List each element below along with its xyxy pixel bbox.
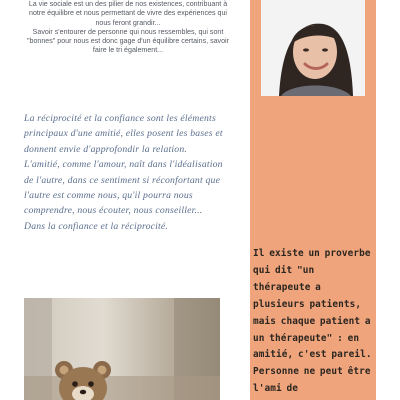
friendship-italic-paragraph: La réciprocité et la confiance sont les éléments principaux d'une amitié, elles posent les bases et donnent envie d'approfondir la relation. L'amitié, comme l'amour, naît dans l'idéalisation de l'autre, dans ce sentiment si réconfortant que l'autre est comme nous, qu'il pourra nous comprendre, nous écouter, nous conseiller... Dans la confiance et la réciprocité. <box>24 113 223 232</box>
intro-paragraph-2: Savoir s'entourer de personne qui nous ressembles, qui sont "bonnes" pour nous est donc gage d'un équilibre certains, savoir faire le tri également... <box>27 27 229 55</box>
teddy-bear-photo <box>24 298 220 400</box>
intro-text-block <box>24 0 232 56</box>
proverb-quote-text: Il existe un proverbe qui dit "un thérapeute a plusieurs patients, mais chaque patient a un thérapeute" : en amitié, c'est pareil. Personne ne peut être l'ami de <box>253 248 372 395</box>
teddy-bear-illustration <box>24 298 220 400</box>
intro-paragraph-1: La vie sociale est un des pilier de nos existences, contribuant à notre équilibre et nous permettant de vivre des expériences qui nous feront grandir... <box>28 0 228 27</box>
woman-portrait-photo <box>261 0 365 96</box>
woman-portrait-illustration <box>261 0 365 96</box>
